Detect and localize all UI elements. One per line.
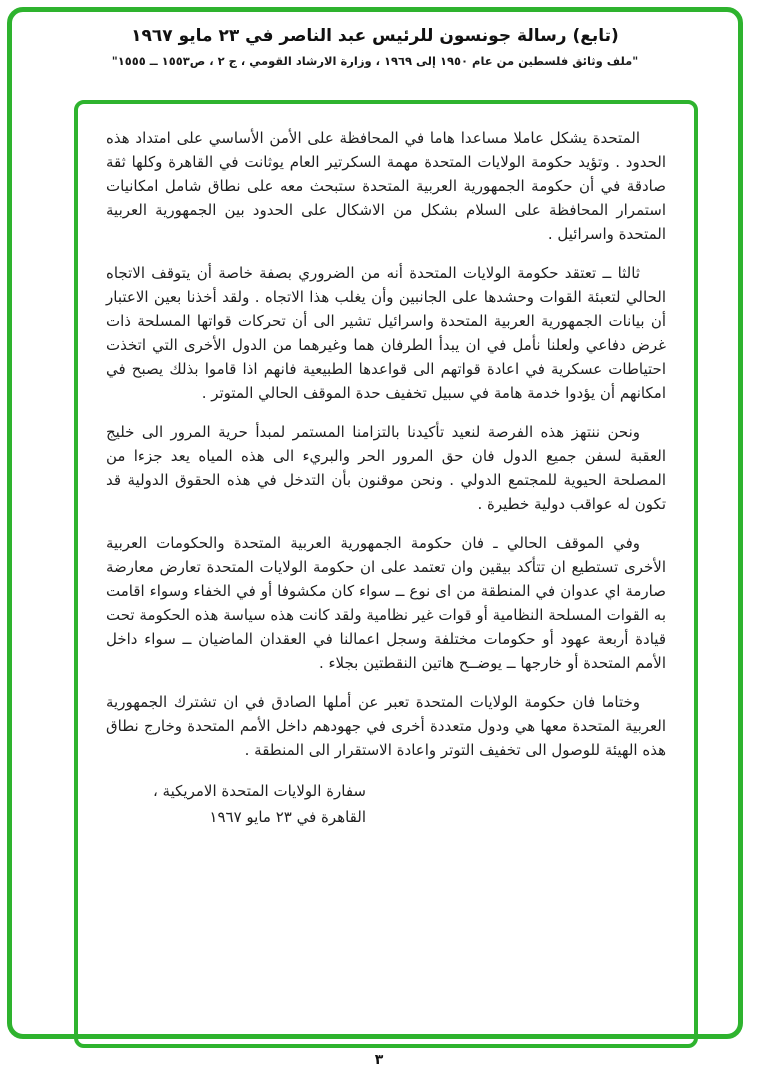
page-border-frame [7,7,743,1039]
letter-body-frame [74,100,698,1048]
signature-line-date: القاهرة في ٢٣ مايو ١٩٦٧ [209,808,366,826]
letter-paragraph-5: وختاما فان حكومة الولايات المتحدة تعبر عن أملها الصادق في ان تشترك الجمهورية العربية المتحدة معها هي ودول متعددة أخرى في جهودهم داخل الأمم المتحدة وخارج نطاق هذه الهيئة للوصول الى تخفيف التوتر واعادة الاستقرار الى المنطقة . [106,693,666,759]
letter-paragraph-1: المتحدة يشكل عاملا مساعدا هاما في المحافظة على الأمن الأساسي على امتداد هذه الحدود . وتؤيد حكومة الولايات المتحدة مهمة السكرتير العام يوثانت في القاهرة وكلها ثقة صادقة في أن حكومة الجمهورية العربية المتحدة ستبحث معه على نطاق شامل امكانيات استمرار المحافظة على السلام بشكل من الاشكال على الحدود بين الجمهورية العربية المتحدة واسرائيل . [106,129,666,243]
document-title: (تابع) رسالة جونسون للرئيس عبد الناصر في ٢٣ مايو ١٩٦٧ [131,26,619,46]
letter-paragraph-2: ثالثا ــ تعتقد حكومة الولايات المتحدة أنه من الضروري بصفة خاصة أن يتوقف الاتجاه الحالي لتعبئة القوات وحشدها على الجانبين وأن يغلب هذا الاتجاه . ولقد أخذنا بعين الاعتبار أن بيانات الجمهورية العربية المتحدة واسرائيل تشير الى أن تحركات قواتها المسلحة ذات غرض دفاعي ولعلنا نأمل في ان يبدأ الطرفان هما وغيرهما من الدول الأخرى التي اتخذت احتياطات عسكرية في اعادة قواتهم الى قواعدها الطبيعية فانهم اذا قاموا بذلك يصبح في امكانهم أن يؤدوا خدمة هامة في سبيل تخفيف حدة الموقف الحالي المتوتر . [106,264,666,402]
letter-paragraph-4: وفي الموقف الحالي ـ فان حكومة الجمهورية العربية المتحدة والحكومات العربية الأخرى تستطيع ان تتأكد بيقين وان تعتمد على ان حكومة الولايات المتحدة تعارض معارضة صارمة اي عدوان في المنطقة من اى نوع ــ سواء كان مكشوفا أو في الخفاء وسواء اقامت به القوات المسلحة النظامية أو قوات غير نظامية ولقد كانت هذه سياسة هذه الحكومة تحت قيادة أربعة عهود أو حكومات مختلفة وسجل اعمالنا في العقدان الماضيان ــ سواء داخل الأمم المتحدة أو خارجها ــ يوضــح هاتين النقطتين بجلاء . [106,534,666,672]
source-citation: "ملف وثائق فلسطين من عام ١٩٥٠ إلى ١٩٦٩ ، وزارة الارشاد القومي ، ج ٢ ، ص١٥٥٣ ــ ١٥٥٥" [111,54,639,68]
page-number: ٣ [374,1052,384,1068]
signature-block [152,778,366,830]
letter-paragraph-3: ونحن ننتهز هذه الفرصة لنعيد تأكيدنا بالتزامنا المستمر لمبدأ حرية المرور الى خليج العقبة لسفن جميع الدول فان حق المرور الحر والبريء الى هذه المياه يعد جزءا من المصلحة الحيوية للمجتمع الدولي . ونحن موقنون بأن التدخل في هذه الحقوق الدولية قد تكون له عواقب دولية خطيرة . [106,423,666,513]
document-header [12,26,738,68]
signature-line-embassy: سفارة الولايات المتحدة الامريكية ، [152,782,366,800]
